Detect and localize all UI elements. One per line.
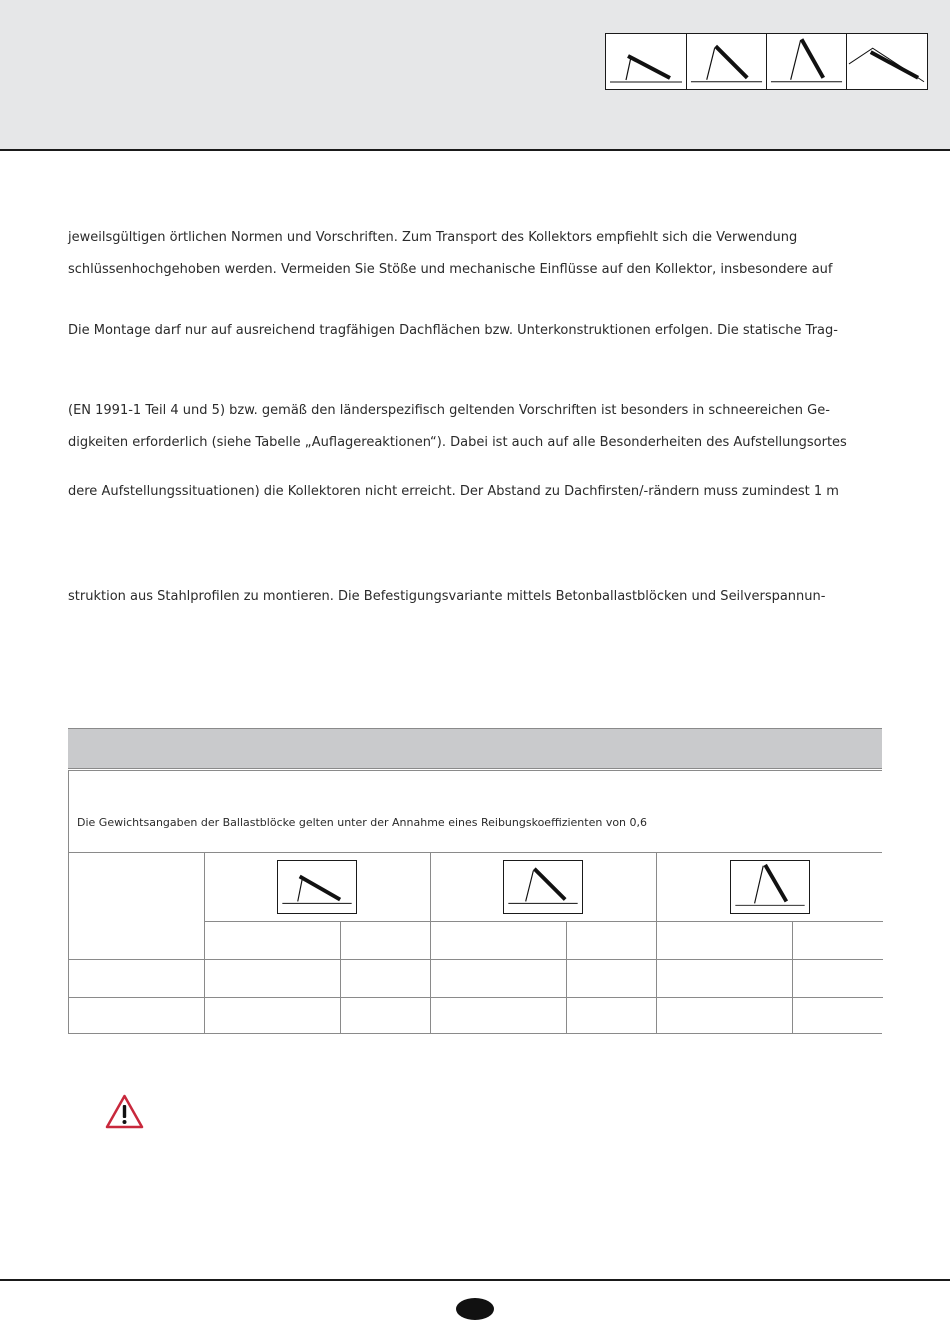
body-text-line: digkeiten erforderlich (siehe Tabelle „Auflagereaktionen“). Dabei ist auch auf alle Besonderheiten des Aufstellungsortes xyxy=(68,435,847,450)
angle-low-icon xyxy=(277,860,357,914)
pitched-roof-icon xyxy=(846,34,926,89)
footer-rule xyxy=(0,1279,950,1281)
ballast-table xyxy=(68,728,882,1034)
body-text-line: jeweilsgültigen örtlichen Normen und Vorschriften. Zum Transport des Kollektors empfiehlt sich die Verwendung xyxy=(68,230,798,245)
angle-steep-icon xyxy=(730,860,810,914)
flat-roof-medium-angle-icon xyxy=(686,34,766,89)
page-number-badge xyxy=(456,1298,494,1320)
body-text-line: dere Aufstellungssituationen) die Kollektoren nicht erreicht. Der Abstand zu Dachfirsten/-rändern muss zumindest 1 m xyxy=(68,484,839,499)
body-text-line: schlüssenhochgehoben werden. Vermeiden Sie Stöße und mechanische Einflüsse auf den Kollektor, insbesondere auf xyxy=(68,262,833,277)
flat-roof-low-angle-icon xyxy=(606,34,686,89)
flat-roof-steep-angle-icon xyxy=(766,34,846,89)
angle-medium-icon xyxy=(503,860,583,914)
mounting-angle-icon-strip xyxy=(605,33,928,90)
table-header-row xyxy=(68,728,882,769)
body-text-line: struktion aus Stahlprofilen zu montieren. Die Befestigungsvariante mittels Betonballastblöcken und Seilverspannun- xyxy=(68,589,826,604)
header-band xyxy=(0,0,950,151)
warning-triangle-icon xyxy=(104,1093,145,1130)
table-note-row xyxy=(68,770,882,853)
body-text-line: (EN 1991-1 Teil 4 und 5) bzw. gemäß den länderspezifisch geltenden Vorschriften ist besonders in schneereichen Ge- xyxy=(68,403,830,418)
table-note: Die Gewichtsangaben der Ballastblöcke gelten unter der Annahme eines Reibungskoeffizienten von 0,6 xyxy=(77,816,648,829)
body-text-line: Die Montage darf nur auf ausreichend tragfähigen Dachflächen bzw. Unterkonstruktionen erfolgen. Die statische Trag- xyxy=(68,323,838,338)
table-grid xyxy=(68,853,882,1034)
